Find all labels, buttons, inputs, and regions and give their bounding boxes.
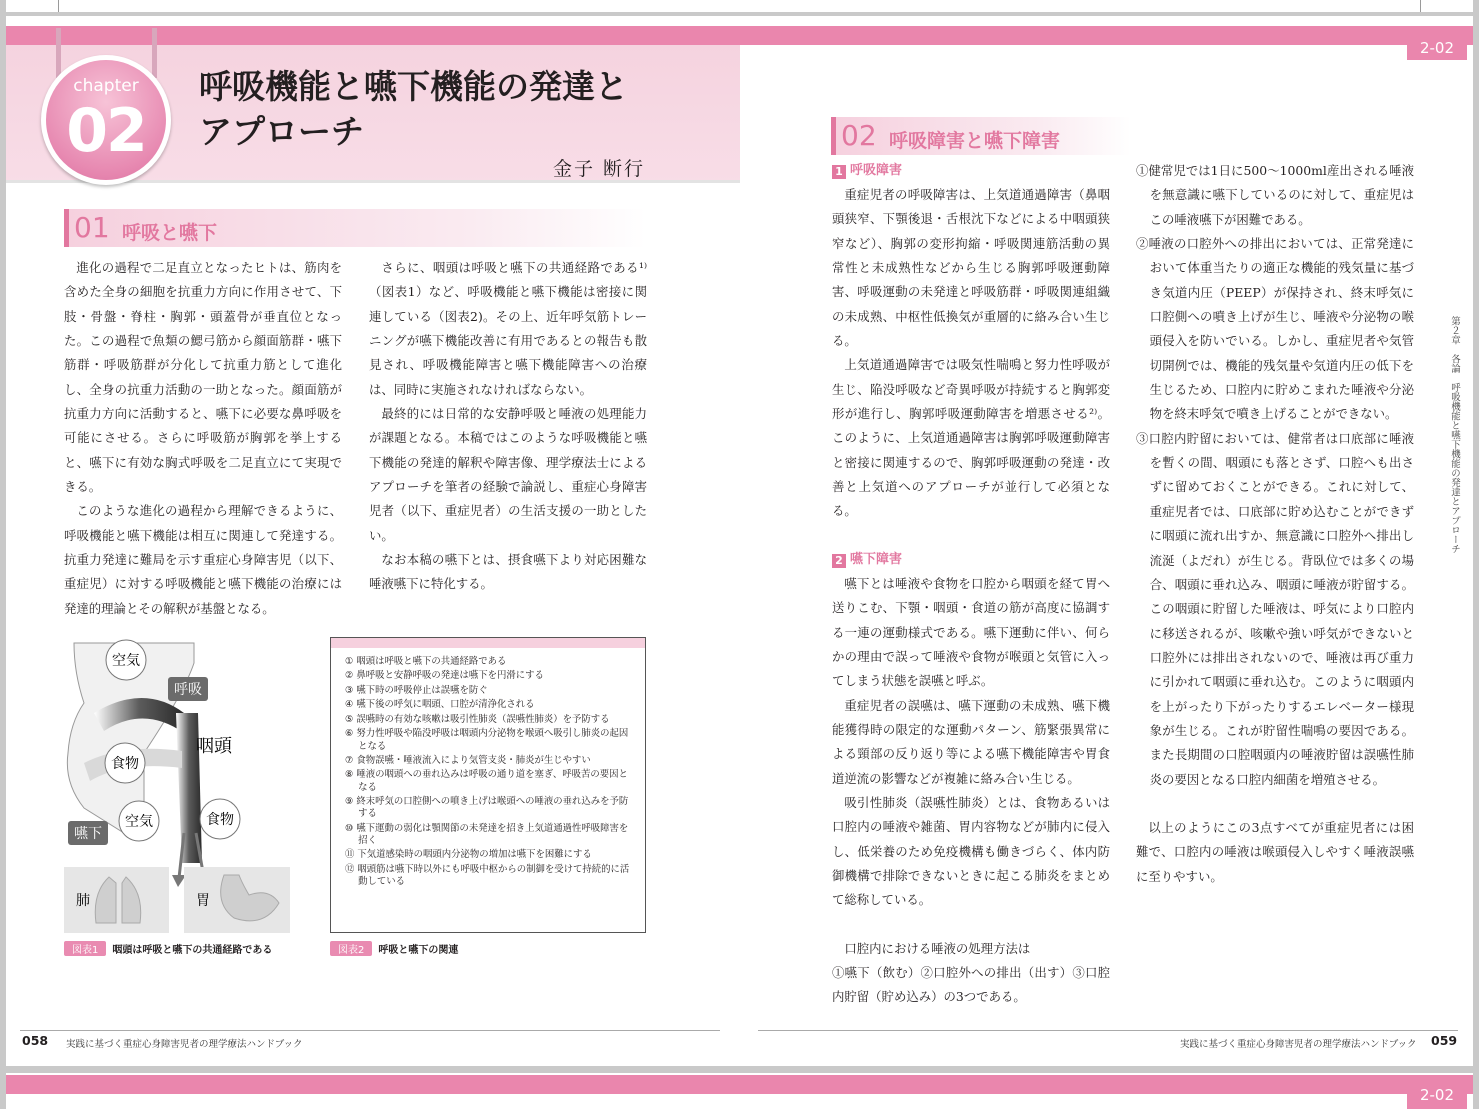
figure-2-band — [331, 638, 645, 648]
title-line-1: 呼吸機能と嚥下機能の発達と — [199, 67, 628, 106]
list-item: ⑤ 誤嚥時の有効な咳嗽は吸引性肺炎（誤嚥性肺炎）を予防する — [345, 713, 610, 725]
numbered-paragraph: ①健常児では1日に500～1000ml産出される唾液を無意識に嚥下しているのに対して、重症児はこの唾液嚥下が困難である。 — [1136, 163, 1414, 227]
section-code-tab: 2-02 — [1407, 36, 1467, 60]
caption-text: 咽頭は呼吸と嚥下の共通経路である — [112, 945, 273, 956]
label-lung: 肺 — [76, 893, 90, 909]
list-item: ⑥ 努力性呼吸や陥没呼吸は咽頭内分泌物を喉頭へ吸引し肺炎の起因となる — [345, 728, 629, 752]
list-item: ④ 嚥下後の呼気に咽頭、口腔が清浄化される — [345, 699, 535, 711]
figure-1-diagram — [64, 633, 304, 938]
footer-title-right: 実践に基づく重症心身障害児者の理学療法ハンドブック — [1180, 1039, 1417, 1050]
body-column-3 — [832, 159, 1110, 1010]
section-heading-01 — [64, 209, 646, 247]
label-air: 空気 — [112, 653, 140, 669]
section-number: 01 — [74, 211, 110, 244]
label-swallow: 嚥下 — [74, 826, 102, 842]
chapter-number: 02 — [66, 96, 146, 166]
relation-list — [331, 648, 645, 888]
paragraph: さらに、咽頭は呼吸と嚥下の共通経路である¹⁾（図表1）など、呼吸機能と嚥下機能は密接に関連している（図表2)。その上、近年呼気筋トレーニングが嚥下機能改善に有用であるとの報告も散見され、呼吸機能障害と嚥下機能障害への治療は、同時に実施されなければならない。 — [369, 260, 647, 397]
previous-page-sliver — [6, 0, 1473, 12]
author-name: 金子 断行 — [552, 158, 645, 180]
page-title — [199, 64, 628, 154]
paragraph: 口腔内における唾液の処理方法は — [844, 940, 1031, 956]
chapter-side-tab: 第２章 各論 呼吸機能と嚥下機能の発達とアプローチ — [1449, 316, 1460, 554]
paragraph: なお本稿の嚥下とは、摂食嚥下より対応困難な唾液嚥下に特化する。 — [369, 552, 647, 592]
section-number: 02 — [841, 119, 877, 152]
section-code-tab-next: 2-02 — [1407, 1083, 1467, 1109]
subheading-number: 1 — [832, 165, 846, 179]
list-item: ⑫ 咽頭筋は嚥下時以外にも呼吸中枢からの制御を受けて持続的に活動している — [345, 863, 630, 887]
list-item: ⑩ 嚥下運動の弱化は顎関節の未発達を招き上気道通過性呼吸障害を招く — [345, 822, 629, 846]
list-item: ⑧ 唾液の咽頭への垂れ込みは呼吸の通り道を塞ぎ、呼吸苦の要因となる — [345, 769, 628, 793]
subheading-dysphagia — [832, 548, 1110, 572]
heading-bar — [831, 117, 836, 155]
paragraph: ①嚥下（飲む）②口腔外への排出（出す）③口腔内貯留（貯め込み）の3つである。 — [832, 964, 1110, 1005]
paragraph: 進化の過程で二足直立となったヒトは、筋肉を含めた全身の細胞を抗重力方向に作用させて、下肢・骨盤・脊柱・胸郭・頭蓋骨が垂直位となった。この過程で魚類の鰓弓筋から顔面筋群・嚥下筋群・呼吸筋群が分化して抗重力筋として進化し、全身の抗重力活動の一助となった。顔面筋が抗重力方向に活動すると、嚥下に必要な鼻呼吸を可能にさせる。さらに呼吸筋が胸郭を挙上すると、嚥下に有効な胸式呼吸を二足直立にて実現できる。 — [64, 260, 342, 495]
subheading-respiratory — [832, 159, 1110, 183]
airway-diagram — [64, 633, 304, 938]
numbered-paragraph: ③口腔内貯留においては、健常者は口底部に唾液を暫くの間、咽頭にも落とさず、口腔へも出さずに留めておくことができる。これに対して、重症児者では、口底部に貯め込むことができずに咽頭に流れ出すか、無意識に口腔外へ排出し流涎（よだれ）が生じる。背臥位では多くの場合、咽頭に垂れ込み、咽頭に唾液が貯留する。この咽頭に貯留した唾液は、呼気により口腔内に移送されるが、咳嗽や強い呼気ができないと口腔外には排出されないので、唾液は再び重力に引かれて咽頭に垂れ込む。このように咽頭内を上がったり下がったりするエレベーター様現象が生じる。これが貯留性喘鳴の要因である。また長期間の口腔咽頭内の唾液貯留は誤嚥性肺炎の要因となる口腔内細菌を増殖させる。 — [1136, 430, 1414, 787]
label-stomach: 胃 — [196, 893, 210, 909]
ribbon-left — [56, 28, 61, 78]
chapter-label: chapter — [73, 76, 139, 96]
divider — [58, 0, 59, 12]
heading-bar — [64, 209, 69, 247]
paragraph: 上気道通過障害では吸気性喘鳴と努力性呼吸が生じ、陥没呼吸など奇異呼吸が持続すると胸郭変形が進行し、胸郭呼吸運動障害を増悪させる²⁾。このように、上気道通過障害は胸郭呼吸運動障害と密接に関連するので、胸郭呼吸運動の発達・改善と上気道へのアプローチが並行して必須となる。 — [832, 357, 1110, 519]
body-column-1 — [64, 256, 342, 621]
arrow-head — [172, 875, 186, 887]
label-food: 食物 — [111, 756, 139, 772]
subheading-title: 呼吸障害 — [850, 163, 903, 178]
figure-2-caption — [330, 941, 458, 956]
list-item: ⑦ 食物誤嚥・唾液流入により気管支炎・肺炎が生じやすい — [345, 755, 591, 766]
section-title: 呼吸障害と嚥下障害 — [889, 130, 1061, 152]
divider — [1420, 0, 1421, 12]
ribbon-right — [152, 28, 157, 78]
subheading-title: 嚥下障害 — [850, 551, 903, 567]
caption-text: 呼吸と嚥下の関連 — [378, 945, 459, 956]
paragraph: このような進化の過程から理解できるように、呼吸機能と嚥下機能は相互に関連して発達する。抗重力発達に難局を示す重症心身障害児（以下、重症児）に対する呼吸機能と嚥下機能の治療には発達的理論とその解釈が基盤となる。 — [64, 503, 342, 616]
list-item: ③ 嚥下時の呼吸停止は誤嚥を防ぐ — [345, 684, 488, 696]
section-heading-02 — [831, 117, 1131, 155]
footer-rule-left — [20, 1030, 720, 1031]
list-item: ⑪ 下気道感染時の咽頭内分泌物の増加は嚥下を困難にする — [345, 849, 592, 861]
section-title: 呼吸と嚥下 — [122, 222, 218, 244]
figure-2-box — [330, 637, 646, 933]
next-page-header-bar — [6, 1075, 1473, 1094]
figure-1-caption — [64, 941, 272, 956]
label-pharynx: 咽頭 — [196, 736, 232, 757]
paragraph: 嚥下とは唾液や食物を口腔から咽頭を経て胃へ送りこむ、下顎・咽頭・食道の筋が高度に協調する一連の運動様式である。嚥下運動に伴い、何らかの理由で誤って唾液や食物が喉頭と気管に入ってしまう状態を誤嚥と呼ぶ。 — [832, 575, 1110, 689]
footer-rule-right — [758, 1030, 1458, 1031]
label-air-mid: 空気 — [125, 814, 153, 830]
figure-tag: 図表1 — [64, 941, 106, 956]
subheading-number: 2 — [832, 554, 846, 568]
body-column-4 — [1136, 159, 1414, 889]
title-line-2: アプローチ — [199, 112, 364, 151]
page-number-right: 059 — [1431, 1033, 1458, 1048]
list-item: ⑨ 終末呼気の口腔側への噴き上げは喉頭への唾液の垂れ込みを予防する — [345, 796, 629, 820]
page-number-left: 058 — [22, 1033, 49, 1048]
paragraph: 吸引性肺炎（誤嚥性肺炎）とは、食物あるいは口腔内の唾液や雑菌、胃内容物などが肺内に侵入し、低栄養のため免疫機構も働きづらく、体内防御機構で排除できないときに起こる肺炎をまとめて総称している。 — [832, 794, 1110, 908]
list-item: ① 咽頭は呼吸と嚥下の共通経路である — [345, 656, 507, 667]
numbered-paragraph: ②唾液の口腔外への排出においては、正常発達において体重当たりの適正な機能的残気量に基づき気道内圧（PEEP）が保持され、終末呼気に口腔側への噴き上げが生じ、唾液や分泌物の喉頭侵入を防いでいる。しかし、重症児者や気管切開例では、機能的残気量や気道内圧の低下を生じるため、口腔内に貯めこまれた唾液や分泌物を終末呼気で噴き上げることができない。 — [1136, 236, 1414, 422]
list-item: ② 鼻呼吸と安静呼吸の発達は嚥下を円滑にする — [345, 670, 544, 682]
figure-tag: 図表2 — [330, 941, 372, 956]
body-column-2 — [369, 256, 647, 597]
label-food-right: 食物 — [206, 812, 234, 828]
paragraph: 以上のようにこの3点すべてが重症児者には困難で、口腔内の唾液は喉頭侵入しやすく唾液誤嚥に至りやすい。 — [1136, 819, 1414, 884]
chapter-badge — [46, 60, 166, 180]
label-breath: 呼吸 — [174, 682, 202, 698]
paragraph: 最終的には日常的な安静呼吸と唾液の処理能力が課題となる。本稿ではこのような呼吸機能と嚥下機能の発達的解釈や障害像、理学療法士によるアプローチを筆者の経験で論説し、重症心身障害児者（以下、重症児者）の生活支援の一助としたい。 — [369, 406, 647, 543]
paragraph: 重症児者の誤嚥は、嚥下運動の未成熟、嚥下機能獲得時の限定的な運動パターン、筋緊張異常による頸部の反り返り等による嚥下機能障害や胃食道逆流の影響などが複雑に絡み合い生じる。 — [832, 697, 1110, 786]
header-bar — [6, 26, 1473, 45]
footer-title-left: 実践に基づく重症心身障害児者の理学療法ハンドブック — [66, 1039, 303, 1050]
paragraph: 重症児者の呼吸障害は、上気道通過障害（鼻咽頭狭窄、下顎後退・舌根沈下などによる中咽頭狭窄など）、胸郭の変形拘縮・呼吸関連筋活動の異常性と未成熟性などから生じる胸郭呼吸運動障害、呼吸運動の未発達と呼吸筋群・呼吸関連組織の未成熟、中枢性低換気が重層的に絡み合い生じる。 — [832, 187, 1110, 349]
